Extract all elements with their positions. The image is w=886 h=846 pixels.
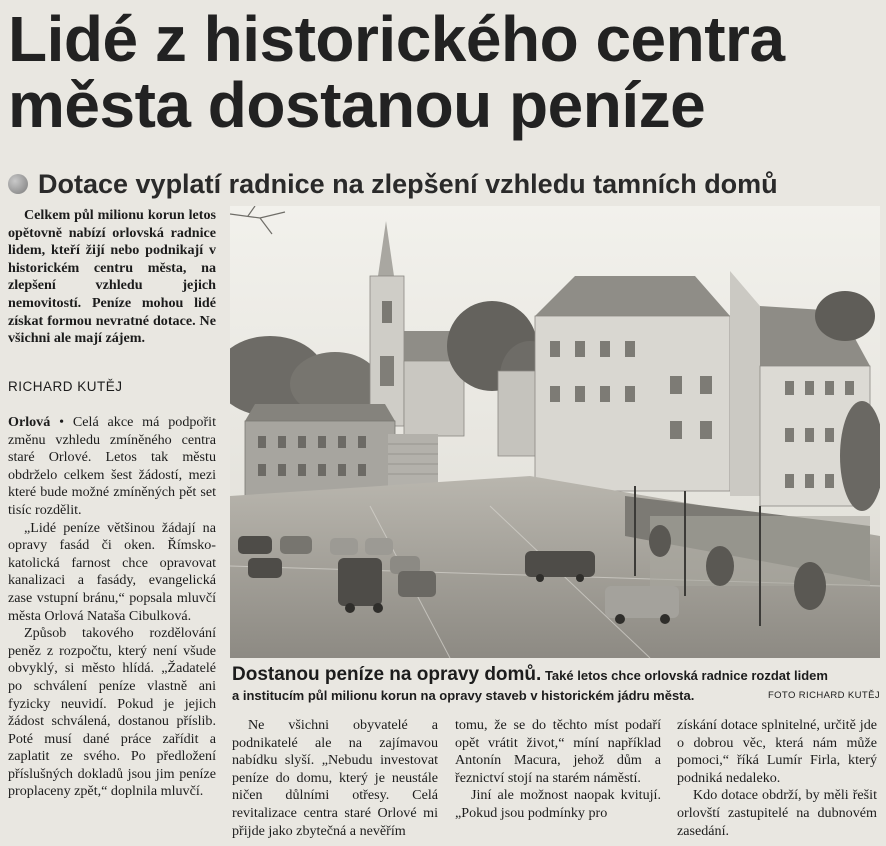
caption-line-1 — [232, 665, 880, 686]
town-square-photo — [230, 206, 880, 658]
headline — [8, 3, 878, 141]
paragraph: Ne všichni obyvatelé a podnikatelé ale na zajímavou nabídku slyší. „Nebudu investovat peníze do domu, který je neustále ničen důlními otřesy. Celá revitalizace centra staré Orlové mi přijde jako zbytečná a nevěřím — [232, 717, 438, 839]
caption-line-2 — [232, 686, 880, 706]
photo-caption — [232, 665, 880, 706]
paragraph: Způsob takového rozdělování peněz z rozpočtu, který není všude obvyklý, si město hlídá. „Žadatelé po schválení peníze vlastně ani fyzicky neuvidí. Pokud je jejich žádost schválená, dostanou příslib. Poté musí dané práce zařídit a zaplatit ze svého. Po předložení příslušných dokladů jsou jim peníze proplaceny zpět,“ doplnila mluvčí. — [8, 625, 216, 800]
paragraph: tomu, že se do těchto míst podaří opět vrátit život,“ míní například Antonín Macura, jehož dům a řeznictví stojí na starém náměstí. — [455, 717, 661, 786]
headline-line-2: města dostanou peníze — [8, 69, 706, 141]
paragraph-text: Celá akce má podpořit změnu vzhledu zmíněného centra staré Orlové. Letos tak městu obdrželo celkem šest žádostí, mezi které bude možné zmíněných pět set tisíc rozdělit. — [8, 414, 216, 518]
headline-line-1: Lidé z historického centra — [8, 3, 785, 75]
article-column-4 — [677, 717, 877, 840]
paragraph: Jiní ale možnost naopak kvitují. „Pokud jsou podmínky pro — [455, 787, 661, 821]
lead-paragraph — [8, 207, 216, 348]
caption-text: Také letos chce orlovská radnice rozdat lidem — [544, 668, 828, 683]
paragraph: získání dotace splnitelné, určitě jde o dobrou věc, která nám může pomoci,“ říká Lumír Firla, který podniká nedaleko. — [677, 717, 877, 786]
bullet-icon — [8, 174, 28, 194]
paragraph: Kdo dotace obdrží, by měli řešit orlovští zastupitelé na dubnovém zasedání. — [677, 787, 877, 839]
caption-text: a institucím půl milionu korun na opravy staveb v historickém jádru města. — [232, 688, 695, 703]
article-column-2 — [232, 717, 438, 840]
caption-title: Dostanou peníze na opravy domů. — [232, 664, 542, 685]
photo-credit: FOTO RICHARD KUTĚJ — [767, 690, 880, 701]
paragraph: „Lidé peníze většinou žádají na opravy fasád či oken. Římsko-katolická farnost chce opravovat kanalizaci a fasády, evangelická zase vstupní bránu,“ popsala mluvčí města Orlová Nataša Cibulková. — [8, 519, 216, 624]
lead-text: Celkem půl milionu korun letos opětovně nabízí orlovská radnice lidem, kteří žijí nebo podnikají v historickém centru města, na zlepšení vzhledu jejich nemovitostí. Peníze mohou lidé získat formou nevratné dotace. Ne všichni ale mají zájem. — [8, 207, 216, 347]
subheadline-row — [8, 167, 878, 201]
dateline: Orlová — [8, 414, 51, 430]
article-column-1 — [8, 414, 216, 801]
byline: RICHARD KUTĚJ — [8, 379, 123, 394]
subheadline: Dotace vyplatí radnice na zlepšení vzhledu tamních domů — [38, 168, 778, 199]
article-column-3 — [455, 717, 661, 823]
paragraph — [8, 414, 216, 520]
dateline-separator: • — [50, 414, 73, 430]
